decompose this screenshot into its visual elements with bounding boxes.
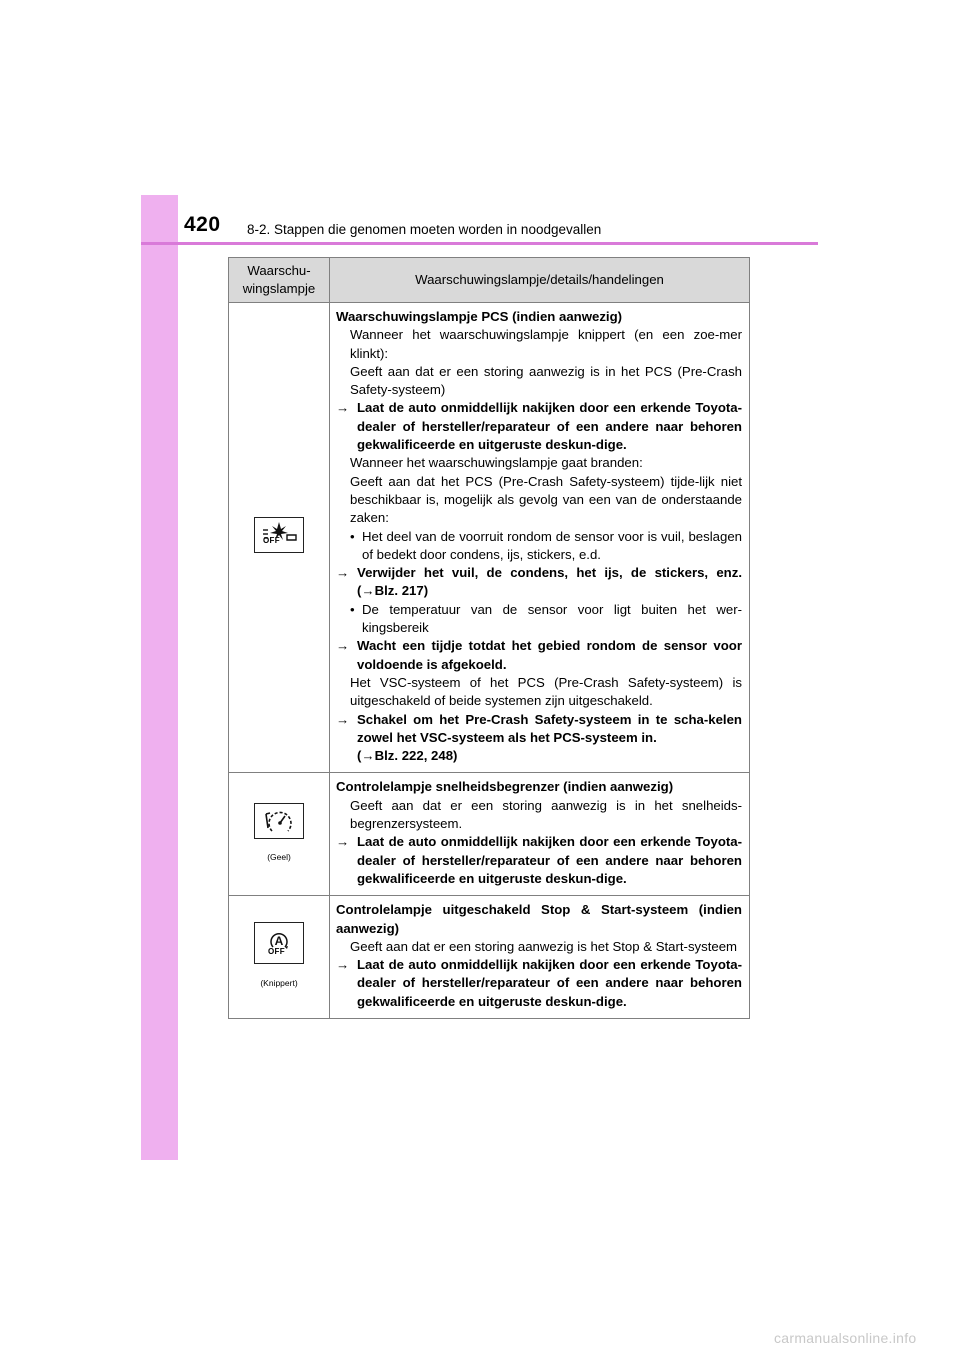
details-cell: Controlelampje uitgeschakeld Stop & Start-systeem (indien aanwezig) Geeft aan dat er een storing aanwezig is het Stop & Start-systeem → Laat de auto onmiddellijk nakijken door een erkende Toyota-dealer of hersteller/reparateur of een andere naar behoren gekwalificeerde en uitgeruste deskun-dige.: [330, 896, 750, 1019]
side-tab-band: [141, 195, 178, 1160]
page-reference: Blz. 222, 248): [374, 748, 458, 764]
action-item: → Verwijder het vuil, de condens, het ijs, de stickers, enz. (→Blz. 217): [336, 565, 742, 599]
action-item: → Wacht een tijdje totdat het gebied rondom de sensor voor voldoende is afgekoeld.: [336, 638, 742, 672]
table-row: [229, 773, 750, 896]
icon-caption: (Knippert): [260, 977, 298, 988]
action-item: → Laat de auto onmiddellijk nakijken door een erkende Toyota-dealer of hersteller/reparateur of een andere naar behoren gekwalificeerde en uitgeruste deskun-dige.: [336, 957, 742, 1009]
icon-cell: [229, 773, 330, 896]
details-cell: Controlelampje snelheidsbegrenzer (indien aanwezig) Geeft aan dat er een storing aanwezig is in het snelheids-begrenzersysteem. → Laat de auto onmiddellijk nakijken door een erkende Toyota-dealer of hersteller/reparateur of een andere naar behoren gekwalificeerde en uitgeruste deskun-dige.: [330, 773, 750, 896]
icon-caption: (Geel): [267, 851, 291, 862]
page-number: 420: [184, 213, 221, 236]
pcs-warning-icon: [254, 517, 304, 553]
watermark: carmanualsonline.info: [774, 1330, 917, 1346]
icon-letter: A: [274, 934, 284, 949]
header-rule: [141, 242, 818, 245]
column-header-details: Waarschuwingslampje/details/handelingen: [330, 258, 750, 303]
warning-light-table: [228, 257, 750, 1019]
section-title: 8-2. Stappen die genomen moeten worden in noodgevallen: [247, 222, 602, 237]
column-header-warning-light: Waarschu- wingslampje: [229, 258, 330, 303]
icon-cell: [229, 303, 330, 773]
page-reference: Blz. 217): [374, 583, 429, 599]
action-item: → Schakel om het Pre-Crash Safety-systeem in te scha-kelen zowel het VSC-systeem als het PCS-systeem in. (→Blz. 222, 248): [336, 711, 742, 764]
table-row: [229, 896, 750, 1019]
row-title: Waarschuwingslampje PCS (indien aanwezig): [336, 309, 623, 324]
icon-off-label: OFF: [263, 535, 280, 545]
action-item: → Laat de auto onmiddellijk nakijken door een erkende Toyota-dealer of hersteller/reparateur of een andere naar behoren gekwalificeerde en uitgeruste deskun-dige.: [336, 834, 742, 886]
icon-off-label: OFF: [268, 947, 285, 956]
speed-limiter-icon: [254, 803, 304, 839]
row-title: Controlelampje snelheidsbegrenzer (indien aanwezig): [336, 779, 674, 795]
table-row: [229, 303, 750, 773]
row-title: Controlelampje uitgeschakeld Stop & Start-systeem (indien aanwezig): [336, 902, 742, 936]
bullet-item: • De temperatuur van de sensor voor ligt buiten het wer-kingsbereik: [350, 601, 742, 636]
action-item: → Laat de auto onmiddellijk nakijken door een erkende Toyota-dealer of hersteller/reparateur of een andere naar behoren gekwalificeerde en uitgeruste deskun-dige.: [336, 400, 742, 453]
table-header-row: [229, 258, 750, 303]
icon-cell: [229, 896, 330, 1019]
details-cell: Waarschuwingslampje PCS (indien aanwezig) Wanneer het waarschuwingslampje knippert (en een zoe-mer klinkt): Geeft aan dat er een storing aanwezig is in het PCS (Pre-Crash Safety-systeem) → Laat de auto onmiddellijk nakijken door een erkende Toyota-dealer of hersteller/reparateur of een andere naar behoren gekwalificeerde en uitgeruste deskun-dige. Wanneer het waarschuwingslampje gaat branden: Geeft aan dat het PCS (Pre-Crash Safety-systeem) tijde-lijk niet beschikbaar is, mogelijk als gevolg van een van de onderstaande zaken: • Het deel van de voorruit rondom de sensor voor is vuil, beslagen of bedekt door condens, ijs, stickers, e.d. → Verwijder het vuil, de condens, het ijs, de stickers, enz. (→Blz. 217) • De temperatuur van de sensor voor ligt buiten het wer-kingsbereik → Wacht een tijdje totdat het gebied rondom de sensor voor voldoende is afgekoeld. Het VSC-systeem of het PCS (Pre-Crash Safety-systeem) is uitgeschakeld of beide systemen zijn uitgeschakeld. → Schakel om het Pre-Crash Safety-systeem in te scha-kelen zowel het VSC-systeem als het PCS-systeem in. (→Blz. 222, 248): [330, 303, 750, 773]
bullet-item: • Het deel van de voorruit rondom de sensor voor is vuil, beslagen of bedekt door condens, ijs, stickers, e.d.: [350, 528, 742, 562]
stop-start-off-icon: [254, 922, 304, 964]
